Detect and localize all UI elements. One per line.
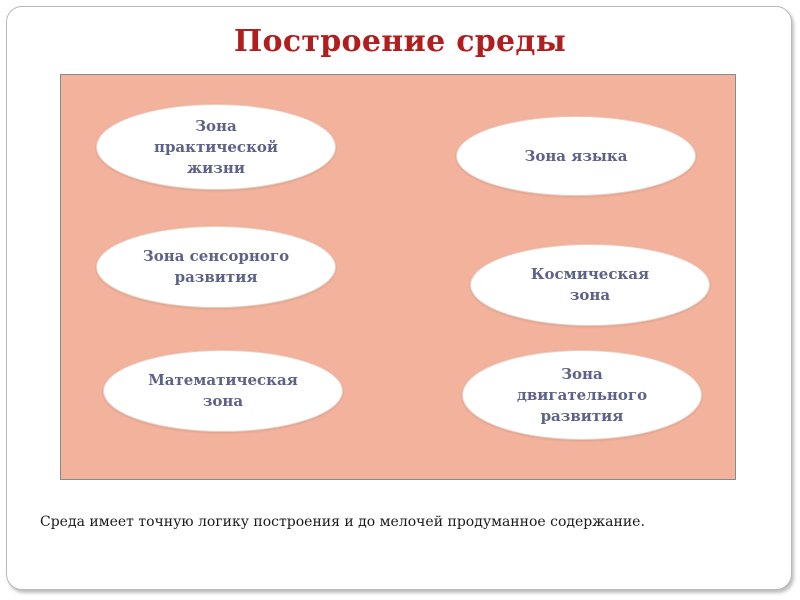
zone-sensory (96, 226, 336, 308)
zone-cosmic (470, 244, 710, 326)
zone-language-label: Зона языка (524, 146, 628, 165)
slide-title: Построение среды (233, 24, 567, 59)
zone-practical-life-label: Зона практической жизни (153, 116, 279, 177)
zone-motor-development (462, 350, 702, 440)
caption-text: Среда имеет точную логику построения и до мелочей продуманное содержание. (40, 514, 645, 530)
zone-cosmic-label: Космическая зона (530, 265, 650, 304)
zone-sensory-label: Зона сенсорного развития (142, 247, 290, 286)
zone-mathematics (103, 350, 343, 432)
zone-practical-life (96, 104, 336, 190)
zone-mathematics-label: Математическая зона (148, 371, 298, 410)
zone-language (456, 116, 696, 196)
zone-motor-development-label: Зона двигательного развития (516, 364, 648, 425)
